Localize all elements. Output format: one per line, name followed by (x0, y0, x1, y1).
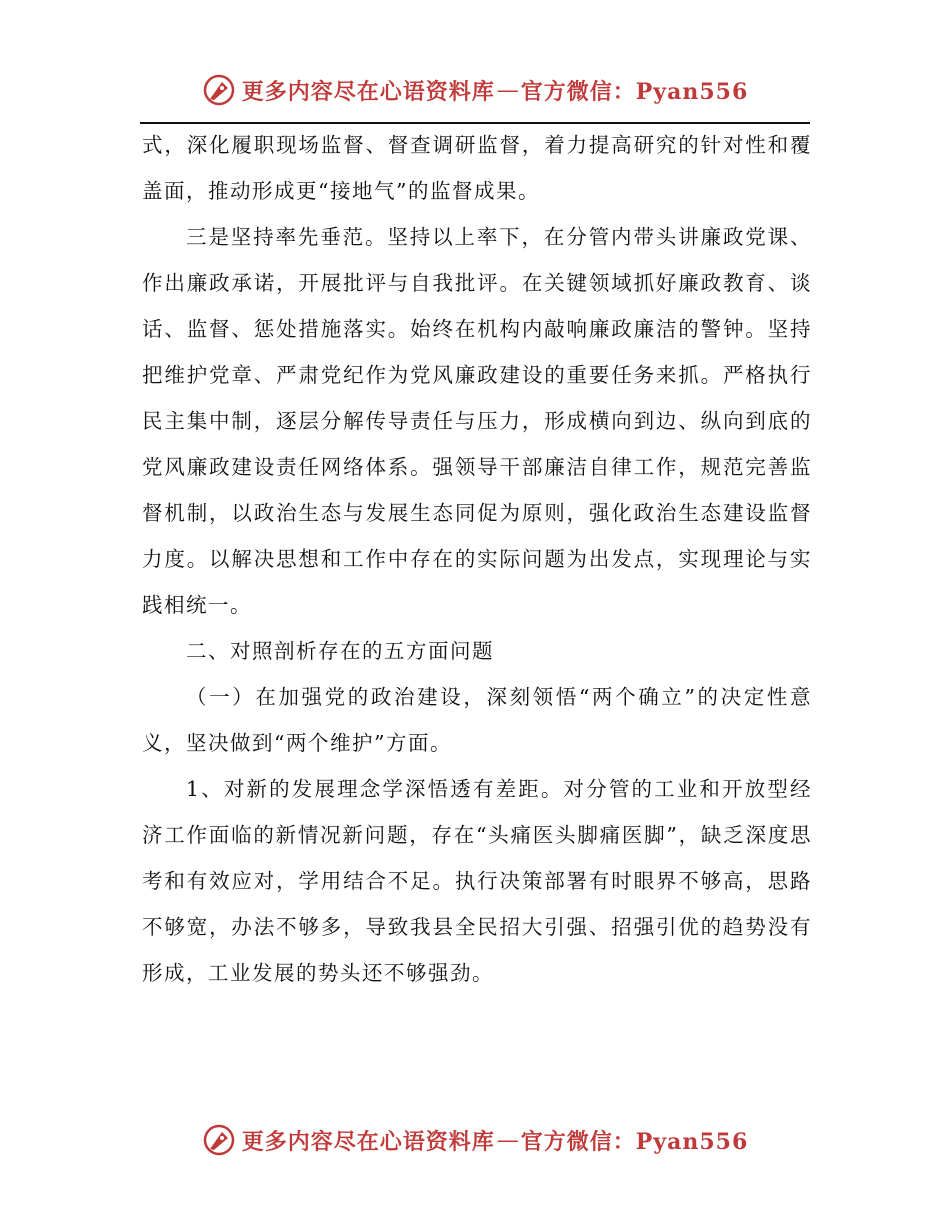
paragraph-2: 三是坚持率先垂范。坚持以上率下，在分管内带头讲廉政党课、作出廉政承诺，开展批评与自我批评。在关键领域抓好廉政教育、谈话、监督、惩处措施落实。始终在机构内敲响廉政廉洁的警钟。坚持把维护党章、严肃党纪作为党风廉政建设的重要任务来抓。严格执行民主集中制，逐层分解传导责任与压力，形成横向到边、纵向到底的党风廉政建设责任网络体系。强领导干部廉洁自律工作，规范完善监督机制，以政治生态与发展生态同促为原则，强化政治生态建设监督力度。以解决思想和工作中存在的实际问题为出发点，实现理论与实践相统一。 (142, 225, 812, 617)
watermark-text: 更多内容尽在心语资料库 (241, 78, 495, 105)
watermark-dash: — (496, 1127, 519, 1153)
document-body (142, 122, 812, 996)
paragraph-5: 1、对新的发展理念学深悟透有差距。对分管的工业和开放型经济工作面临的新情况新问题，存在“头痛医头脚痛医脚”，缺乏深度思考和有效应对，学用结合不足。执行决策部署有时眼界不够高，思路不够宽，办法不够多，导致我县全民招大引强、招强引优的趋势没有形成，工业发展的势头还不够强劲。 (142, 777, 812, 985)
header-watermark (0, 70, 950, 110)
watermark-dash: — (496, 77, 519, 103)
watermark-contact: 官方微信：Pyan556 (520, 78, 749, 105)
pen-nib-circle-icon (202, 1123, 236, 1157)
paragraph-1: 式，深化履职现场监督、督查调研监督，着力提高研究的针对性和覆盖面，推动形成更“接地气”的监督成果。 (142, 133, 812, 203)
footer-watermark (0, 1120, 950, 1160)
watermark-contact: 官方微信：Pyan556 (520, 1128, 749, 1155)
section-heading: 二、对照剖析存在的五方面问题 (186, 639, 494, 663)
pen-nib-circle-icon (202, 73, 236, 107)
subsection-heading: （一）在加强党的政治建设，深刻领悟“两个确立”的决定性意义，坚决做到“两个维护”方面。 (142, 685, 812, 755)
watermark-text: 更多内容尽在心语资料库 (241, 1128, 495, 1155)
